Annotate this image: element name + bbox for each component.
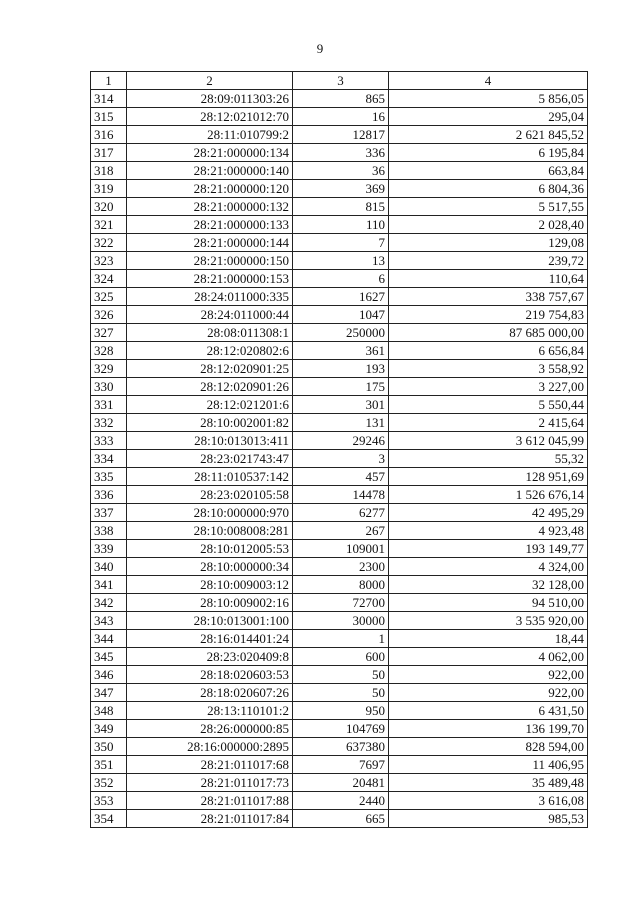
table-row bbox=[91, 144, 588, 162]
area-cell: 72700 bbox=[293, 594, 389, 612]
area-cell: 1047 bbox=[293, 306, 389, 324]
area-cell: 267 bbox=[293, 522, 389, 540]
table-row bbox=[91, 810, 588, 828]
cadastral-number-cell: 28:10:002001:82 bbox=[127, 414, 293, 432]
table-row bbox=[91, 540, 588, 558]
area-cell: 6 bbox=[293, 270, 389, 288]
area-cell: 109001 bbox=[293, 540, 389, 558]
cadastral-number-cell: 28:18:020607:26 bbox=[127, 684, 293, 702]
cadastral-number-cell: 28:18:020603:53 bbox=[127, 666, 293, 684]
row-number-cell: 333 bbox=[91, 432, 127, 450]
area-cell: 104769 bbox=[293, 720, 389, 738]
table-row bbox=[91, 198, 588, 216]
row-number-cell: 323 bbox=[91, 252, 127, 270]
cadastral-number-cell: 28:24:011000:335 bbox=[127, 288, 293, 306]
area-cell: 369 bbox=[293, 180, 389, 198]
row-number-cell: 315 bbox=[91, 108, 127, 126]
table-row bbox=[91, 432, 588, 450]
area-cell: 14478 bbox=[293, 486, 389, 504]
cadastral-number-cell: 28:10:000000:34 bbox=[127, 558, 293, 576]
row-number-cell: 314 bbox=[91, 90, 127, 108]
value-cell: 3 612 045,99 bbox=[389, 432, 588, 450]
cadastral-number-cell: 28:09:011303:26 bbox=[127, 90, 293, 108]
value-cell: 11 406,95 bbox=[389, 756, 588, 774]
cadastral-number-cell: 28:10:008008:281 bbox=[127, 522, 293, 540]
value-cell: 6 195,84 bbox=[389, 144, 588, 162]
value-cell: 4 923,48 bbox=[389, 522, 588, 540]
row-number-cell: 343 bbox=[91, 612, 127, 630]
area-cell: 50 bbox=[293, 684, 389, 702]
table-row bbox=[91, 396, 588, 414]
row-number-cell: 329 bbox=[91, 360, 127, 378]
cadastral-number-cell: 28:11:010799:2 bbox=[127, 126, 293, 144]
table-row bbox=[91, 702, 588, 720]
table-row bbox=[91, 360, 588, 378]
value-cell: 32 128,00 bbox=[389, 576, 588, 594]
cadastral-number-cell: 28:21:011017:73 bbox=[127, 774, 293, 792]
row-number-cell: 338 bbox=[91, 522, 127, 540]
table-row bbox=[91, 774, 588, 792]
value-cell: 110,64 bbox=[389, 270, 588, 288]
row-number-cell: 348 bbox=[91, 702, 127, 720]
area-cell: 600 bbox=[293, 648, 389, 666]
row-number-cell: 317 bbox=[91, 144, 127, 162]
table-row bbox=[91, 252, 588, 270]
cadastral-number-cell: 28:10:013001:100 bbox=[127, 612, 293, 630]
area-cell: 16 bbox=[293, 108, 389, 126]
cadastral-number-cell: 28:23:020105:58 bbox=[127, 486, 293, 504]
table-row bbox=[91, 504, 588, 522]
area-cell: 3 bbox=[293, 450, 389, 468]
row-number-cell: 352 bbox=[91, 774, 127, 792]
cadastral-number-cell: 28:12:021012:70 bbox=[127, 108, 293, 126]
area-cell: 30000 bbox=[293, 612, 389, 630]
area-cell: 665 bbox=[293, 810, 389, 828]
area-cell: 1 bbox=[293, 630, 389, 648]
table-row bbox=[91, 324, 588, 342]
area-cell: 7 bbox=[293, 234, 389, 252]
row-number-cell: 346 bbox=[91, 666, 127, 684]
value-cell: 5 550,44 bbox=[389, 396, 588, 414]
table-row bbox=[91, 486, 588, 504]
cadastral-number-cell: 28:21:011017:84 bbox=[127, 810, 293, 828]
value-cell: 1 526 676,14 bbox=[389, 486, 588, 504]
area-cell: 36 bbox=[293, 162, 389, 180]
table-row bbox=[91, 90, 588, 108]
row-number-cell: 345 bbox=[91, 648, 127, 666]
cadastral-number-cell: 28:10:012005:53 bbox=[127, 540, 293, 558]
area-cell: 50 bbox=[293, 666, 389, 684]
cadastral-number-cell: 28:21:000000:120 bbox=[127, 180, 293, 198]
value-cell: 136 199,70 bbox=[389, 720, 588, 738]
area-cell: 950 bbox=[293, 702, 389, 720]
row-number-cell: 316 bbox=[91, 126, 127, 144]
value-cell: 35 489,48 bbox=[389, 774, 588, 792]
table-row bbox=[91, 468, 588, 486]
value-cell: 338 757,67 bbox=[389, 288, 588, 306]
area-cell: 2300 bbox=[293, 558, 389, 576]
data-table bbox=[90, 71, 588, 828]
page-number: 9 bbox=[316, 41, 324, 56]
table-row bbox=[91, 450, 588, 468]
value-cell: 55,32 bbox=[389, 450, 588, 468]
table-row bbox=[91, 126, 588, 144]
row-number-cell: 319 bbox=[91, 180, 127, 198]
row-number-cell: 330 bbox=[91, 378, 127, 396]
row-number-cell: 321 bbox=[91, 216, 127, 234]
value-cell: 4 062,00 bbox=[389, 648, 588, 666]
value-cell: 18,44 bbox=[389, 630, 588, 648]
cadastral-number-cell: 28:12:020901:26 bbox=[127, 378, 293, 396]
table-row bbox=[91, 414, 588, 432]
row-number-cell: 354 bbox=[91, 810, 127, 828]
value-cell: 295,04 bbox=[389, 108, 588, 126]
value-cell: 193 149,77 bbox=[389, 540, 588, 558]
value-cell: 239,72 bbox=[389, 252, 588, 270]
area-cell: 7697 bbox=[293, 756, 389, 774]
area-cell: 457 bbox=[293, 468, 389, 486]
table-row bbox=[91, 576, 588, 594]
table-row bbox=[91, 180, 588, 198]
value-cell: 3 616,08 bbox=[389, 792, 588, 810]
area-cell: 8000 bbox=[293, 576, 389, 594]
table-row bbox=[91, 342, 588, 360]
value-cell: 922,00 bbox=[389, 666, 588, 684]
table-header bbox=[91, 72, 588, 90]
value-cell: 6 431,50 bbox=[389, 702, 588, 720]
value-cell: 3 535 920,00 bbox=[389, 612, 588, 630]
row-number-cell: 325 bbox=[91, 288, 127, 306]
area-cell: 193 bbox=[293, 360, 389, 378]
table-row bbox=[91, 738, 588, 756]
area-cell: 2440 bbox=[293, 792, 389, 810]
value-cell: 3 227,00 bbox=[389, 378, 588, 396]
value-cell: 922,00 bbox=[389, 684, 588, 702]
value-cell: 2 621 845,52 bbox=[389, 126, 588, 144]
cadastral-number-cell: 28:12:020901:25 bbox=[127, 360, 293, 378]
row-number-cell: 349 bbox=[91, 720, 127, 738]
area-cell: 6277 bbox=[293, 504, 389, 522]
table-row bbox=[91, 288, 588, 306]
cadastral-number-cell: 28:10:009003:12 bbox=[127, 576, 293, 594]
table-row bbox=[91, 108, 588, 126]
table-body bbox=[91, 90, 588, 828]
table-row bbox=[91, 648, 588, 666]
cadastral-number-cell: 28:21:000000:140 bbox=[127, 162, 293, 180]
row-number-cell: 351 bbox=[91, 756, 127, 774]
row-number-cell: 341 bbox=[91, 576, 127, 594]
cadastral-number-cell: 28:21:000000:132 bbox=[127, 198, 293, 216]
area-cell: 865 bbox=[293, 90, 389, 108]
cadastral-number-cell: 28:16:014401:24 bbox=[127, 630, 293, 648]
table-row bbox=[91, 756, 588, 774]
row-number-cell: 326 bbox=[91, 306, 127, 324]
table-row bbox=[91, 666, 588, 684]
area-cell: 175 bbox=[293, 378, 389, 396]
cadastral-number-cell: 28:21:011017:68 bbox=[127, 756, 293, 774]
table-row bbox=[91, 684, 588, 702]
row-number-cell: 331 bbox=[91, 396, 127, 414]
table-row bbox=[91, 522, 588, 540]
area-cell: 301 bbox=[293, 396, 389, 414]
cadastral-number-cell: 28:21:000000:150 bbox=[127, 252, 293, 270]
value-cell: 128 951,69 bbox=[389, 468, 588, 486]
table-row bbox=[91, 216, 588, 234]
value-cell: 4 324,00 bbox=[389, 558, 588, 576]
header-col-2: 2 bbox=[127, 72, 293, 90]
row-number-cell: 324 bbox=[91, 270, 127, 288]
row-number-cell: 327 bbox=[91, 324, 127, 342]
value-cell: 663,84 bbox=[389, 162, 588, 180]
table-row bbox=[91, 792, 588, 810]
value-cell: 5 517,55 bbox=[389, 198, 588, 216]
table-row bbox=[91, 594, 588, 612]
row-number-cell: 340 bbox=[91, 558, 127, 576]
value-cell: 87 685 000,00 bbox=[389, 324, 588, 342]
table-row bbox=[91, 720, 588, 738]
cadastral-number-cell: 28:21:011017:88 bbox=[127, 792, 293, 810]
row-number-cell: 347 bbox=[91, 684, 127, 702]
header-col-1: 1 bbox=[91, 72, 127, 90]
cadastral-number-cell: 28:10:000000:970 bbox=[127, 504, 293, 522]
value-cell: 2 028,40 bbox=[389, 216, 588, 234]
value-cell: 5 856,05 bbox=[389, 90, 588, 108]
area-cell: 336 bbox=[293, 144, 389, 162]
value-cell: 94 510,00 bbox=[389, 594, 588, 612]
area-cell: 20481 bbox=[293, 774, 389, 792]
value-cell: 6 804,36 bbox=[389, 180, 588, 198]
header-row bbox=[91, 72, 588, 90]
cadastral-number-cell: 28:08:011308:1 bbox=[127, 324, 293, 342]
row-number-cell: 344 bbox=[91, 630, 127, 648]
area-cell: 815 bbox=[293, 198, 389, 216]
table-row bbox=[91, 630, 588, 648]
row-number-cell: 318 bbox=[91, 162, 127, 180]
row-number-cell: 353 bbox=[91, 792, 127, 810]
row-number-cell: 335 bbox=[91, 468, 127, 486]
table-row bbox=[91, 558, 588, 576]
cadastral-number-cell: 28:23:021743:47 bbox=[127, 450, 293, 468]
header-col-4: 4 bbox=[389, 72, 588, 90]
area-cell: 361 bbox=[293, 342, 389, 360]
cadastral-number-cell: 28:26:000000:85 bbox=[127, 720, 293, 738]
value-cell: 42 495,29 bbox=[389, 504, 588, 522]
value-cell: 3 558,92 bbox=[389, 360, 588, 378]
table-row bbox=[91, 270, 588, 288]
table-row bbox=[91, 378, 588, 396]
cadastral-number-cell: 28:21:000000:144 bbox=[127, 234, 293, 252]
area-cell: 13 bbox=[293, 252, 389, 270]
cadastral-number-cell: 28:10:013013:411 bbox=[127, 432, 293, 450]
row-number-cell: 320 bbox=[91, 198, 127, 216]
row-number-cell: 337 bbox=[91, 504, 127, 522]
row-number-cell: 334 bbox=[91, 450, 127, 468]
header-col-3: 3 bbox=[293, 72, 389, 90]
area-cell: 110 bbox=[293, 216, 389, 234]
cadastral-number-cell: 28:13:110101:2 bbox=[127, 702, 293, 720]
cadastral-number-cell: 28:10:009002:16 bbox=[127, 594, 293, 612]
value-cell: 219 754,83 bbox=[389, 306, 588, 324]
cadastral-number-cell: 28:12:021201:6 bbox=[127, 396, 293, 414]
cadastral-number-cell: 28:21:000000:153 bbox=[127, 270, 293, 288]
cadastral-number-cell: 28:12:020802:6 bbox=[127, 342, 293, 360]
value-cell: 2 415,64 bbox=[389, 414, 588, 432]
value-cell: 6 656,84 bbox=[389, 342, 588, 360]
cadastral-number-cell: 28:24:011000:44 bbox=[127, 306, 293, 324]
table-row bbox=[91, 306, 588, 324]
cadastral-number-cell: 28:23:020409:8 bbox=[127, 648, 293, 666]
area-cell: 12817 bbox=[293, 126, 389, 144]
area-cell: 1627 bbox=[293, 288, 389, 306]
row-number-cell: 322 bbox=[91, 234, 127, 252]
row-number-cell: 332 bbox=[91, 414, 127, 432]
cadastral-number-cell: 28:16:000000:2895 bbox=[127, 738, 293, 756]
row-number-cell: 339 bbox=[91, 540, 127, 558]
row-number-cell: 350 bbox=[91, 738, 127, 756]
value-cell: 828 594,00 bbox=[389, 738, 588, 756]
area-cell: 250000 bbox=[293, 324, 389, 342]
table-row bbox=[91, 162, 588, 180]
row-number-cell: 336 bbox=[91, 486, 127, 504]
value-cell: 129,08 bbox=[389, 234, 588, 252]
row-number-cell: 342 bbox=[91, 594, 127, 612]
cadastral-number-cell: 28:21:000000:133 bbox=[127, 216, 293, 234]
table-row bbox=[91, 612, 588, 630]
area-cell: 29246 bbox=[293, 432, 389, 450]
area-cell: 131 bbox=[293, 414, 389, 432]
row-number-cell: 328 bbox=[91, 342, 127, 360]
cadastral-number-cell: 28:21:000000:134 bbox=[127, 144, 293, 162]
table-row bbox=[91, 234, 588, 252]
area-cell: 637380 bbox=[293, 738, 389, 756]
value-cell: 985,53 bbox=[389, 810, 588, 828]
cadastral-number-cell: 28:11:010537:142 bbox=[127, 468, 293, 486]
